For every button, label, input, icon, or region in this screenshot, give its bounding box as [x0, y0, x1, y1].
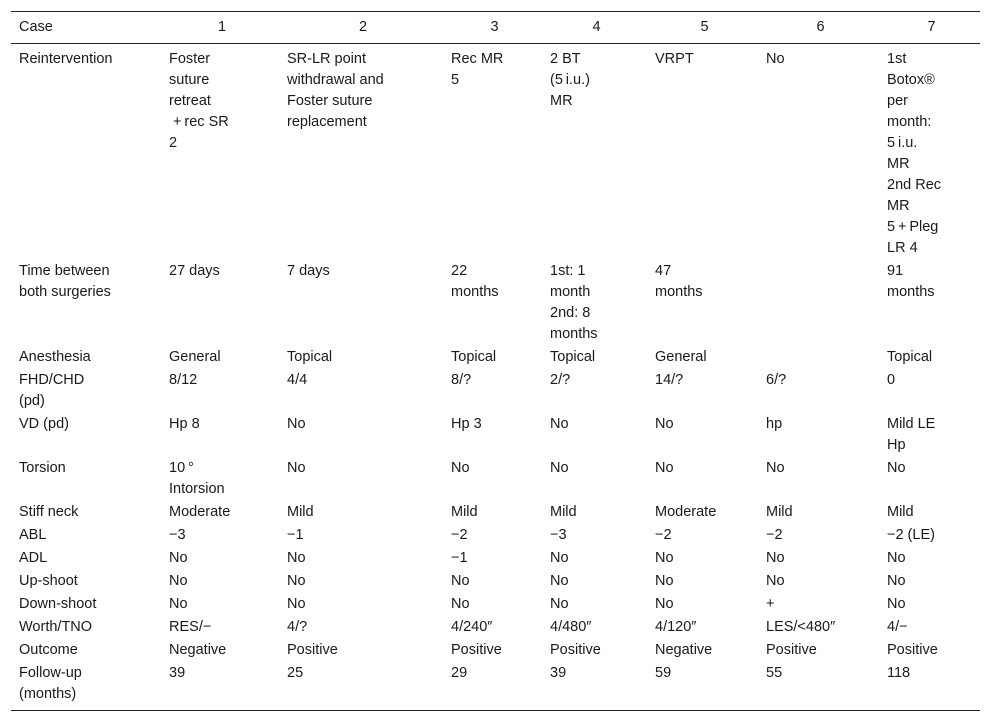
table-cell: [879, 663, 980, 711]
cell-line: 4/240″: [451, 619, 493, 635]
table-cell: [647, 370, 758, 414]
cell-line: MR: [550, 93, 573, 109]
table-cell: [542, 594, 647, 617]
row-label: [11, 663, 161, 711]
cell-line: Topical: [451, 349, 497, 365]
row-label-line: FHD/CHD: [19, 372, 85, 388]
cell-line: hp: [766, 416, 783, 432]
cell-line: SR-LR point: [287, 51, 366, 67]
cell-line: No: [550, 573, 569, 589]
row-label-line: Outcome: [19, 642, 78, 658]
column-header-case: Case: [19, 19, 53, 35]
table-cell: [443, 663, 542, 711]
cell-line: 14/?: [655, 372, 684, 388]
cell-line: No: [451, 573, 470, 589]
row-label: [11, 261, 161, 347]
table-cell: [758, 414, 879, 458]
cell-line: General: [655, 349, 707, 365]
row-label: [11, 571, 161, 594]
cell-line: Moderate: [655, 504, 717, 520]
cell-line: −1: [287, 527, 304, 543]
table-cell: [443, 347, 542, 370]
cell-line: suture: [169, 72, 210, 88]
header-row: [11, 12, 980, 44]
cell-line: −2: [451, 527, 468, 543]
row-label-line: Anesthesia: [19, 349, 91, 365]
cell-line: 5 + Pleg: [887, 219, 939, 235]
table-cell: [879, 594, 980, 617]
cell-line: No: [169, 596, 188, 612]
table-cell: [542, 44, 647, 262]
cell-line: No: [766, 573, 785, 589]
cell-line: Topical: [887, 349, 933, 365]
table-cell: [647, 617, 758, 640]
cell-line: 91: [887, 263, 904, 279]
cell-line: 4/4: [287, 372, 308, 388]
table-cell: [279, 663, 443, 711]
cell-line: 2/?: [550, 372, 571, 388]
cell-line: +: [766, 596, 775, 612]
column-header-case-3: 3: [490, 19, 499, 35]
table-cell: [443, 571, 542, 594]
cell-line: replacement: [287, 114, 367, 130]
cell-line: 4/120″: [655, 619, 697, 635]
table-cell: [443, 617, 542, 640]
cell-line: −1: [451, 550, 468, 566]
cell-line: MR: [887, 198, 910, 214]
cell-line: withdrawal and: [287, 72, 384, 88]
cell-line: month:: [887, 114, 932, 130]
table-cell: [279, 261, 443, 347]
table-cell: [161, 594, 279, 617]
cell-line: VRPT: [655, 51, 694, 67]
table-cell: [542, 548, 647, 571]
cell-line: 6/?: [766, 372, 787, 388]
table-cell: [758, 594, 879, 617]
cell-line: No: [550, 460, 569, 476]
row-label-line: (months): [19, 686, 77, 702]
cell-line: RES/−: [169, 619, 212, 635]
table-cell: [161, 663, 279, 711]
table-cell: [879, 525, 980, 548]
cell-line: No: [550, 550, 569, 566]
table-cell: [758, 502, 879, 525]
table-cell: [443, 414, 542, 458]
cell-line: 27 days: [169, 263, 220, 279]
table-row: [11, 502, 980, 525]
table-cell: [161, 502, 279, 525]
cell-line: months: [550, 326, 598, 342]
table-cell: [758, 261, 879, 347]
table-cell: [161, 370, 279, 414]
row-label: [11, 548, 161, 571]
cell-line: No: [887, 550, 906, 566]
table-cell: [443, 548, 542, 571]
cell-line: No: [169, 573, 188, 589]
cell-line: Negative: [169, 642, 227, 658]
table-cell: [647, 261, 758, 347]
table-cell: [758, 347, 879, 370]
cell-line: No: [550, 596, 569, 612]
table-cell: [279, 548, 443, 571]
table-cell: [647, 640, 758, 663]
table-row: [11, 571, 980, 594]
table-cell: [443, 594, 542, 617]
cell-line: Positive: [287, 642, 338, 658]
cell-line: 5: [451, 72, 460, 88]
row-label-line: Follow-up: [19, 665, 82, 681]
table-cell: [542, 571, 647, 594]
cell-line: Hp: [887, 437, 906, 453]
cell-line: Botox®: [887, 72, 935, 88]
table-row: [11, 663, 980, 711]
cell-line: Foster suture: [287, 93, 373, 109]
table-cell: [758, 663, 879, 711]
table-row: [11, 370, 980, 414]
table-cell: [161, 617, 279, 640]
cell-line: No: [287, 550, 306, 566]
row-label-line: (pd): [19, 393, 45, 409]
table-cell: [879, 571, 980, 594]
cell-line: month: [550, 284, 591, 300]
column-header-case-4: 4: [592, 19, 601, 35]
table-cell: [879, 640, 980, 663]
table-cell: [879, 548, 980, 571]
row-label-line: Torsion: [19, 460, 66, 476]
cell-line: 4/480″: [550, 619, 592, 635]
cell-line: 118: [887, 665, 911, 681]
table-cell: [647, 525, 758, 548]
cell-line: No: [287, 596, 306, 612]
table-cell: [758, 44, 879, 262]
column-header-case-1: 1: [217, 19, 227, 35]
cell-line: 29: [451, 665, 468, 681]
cell-line: Positive: [887, 642, 938, 658]
row-label-line: both surgeries: [19, 284, 111, 300]
table-cell: [161, 458, 279, 502]
cell-line: No: [550, 416, 569, 432]
table-cell: [542, 663, 647, 711]
cell-line: No: [287, 416, 306, 432]
table-cell: [758, 548, 879, 571]
table-cell: [279, 571, 443, 594]
table-cell: [443, 458, 542, 502]
cell-line: LR 4: [887, 240, 918, 256]
row-label-line: Up-shoot: [19, 573, 78, 589]
cell-line: No: [287, 573, 306, 589]
table-header: [11, 12, 980, 44]
cell-line: Mild: [550, 504, 577, 520]
cell-line: No: [887, 573, 906, 589]
table-cell: [542, 458, 647, 502]
table-cell: [279, 414, 443, 458]
cell-line: 22: [451, 263, 468, 279]
row-label-line: Stiff neck: [19, 504, 79, 520]
cell-line: Moderate: [169, 504, 231, 520]
table-cell: [542, 261, 647, 347]
cell-line: 2 BT: [550, 51, 581, 67]
table-cell: [279, 525, 443, 548]
table-cell: [279, 44, 443, 262]
table-cell: [161, 261, 279, 347]
cell-line: No: [169, 550, 188, 566]
table-cell: [443, 44, 542, 262]
cell-line: 25: [287, 665, 304, 681]
row-label: [11, 458, 161, 502]
table-cell: [542, 370, 647, 414]
cell-line: 2nd Rec: [887, 177, 942, 193]
row-label: [11, 594, 161, 617]
table-cell: [647, 548, 758, 571]
table-cell: [647, 347, 758, 370]
cell-line: 4/?: [287, 619, 308, 635]
cell-line: 59: [655, 665, 672, 681]
cell-line: No: [887, 460, 906, 476]
table-row: [11, 261, 980, 347]
cell-line: LES/<480″: [766, 619, 836, 635]
cell-line: (5 i.u.): [550, 72, 590, 88]
table-cell: [279, 617, 443, 640]
row-label-line: Worth/TNO: [19, 619, 93, 635]
cell-line: per: [887, 93, 908, 109]
cell-line: + rec SR: [169, 114, 229, 130]
cell-line: Positive: [451, 642, 502, 658]
table-cell: [443, 640, 542, 663]
cell-line: 47: [655, 263, 672, 279]
cell-line: Positive: [766, 642, 817, 658]
cell-line: Mild LE: [887, 416, 936, 432]
cell-line: 39: [550, 665, 567, 681]
cell-line: No: [766, 460, 785, 476]
cell-line: 0: [887, 372, 896, 388]
cell-line: Mild: [887, 504, 914, 520]
table-cell: [647, 44, 758, 262]
table-cell: [161, 640, 279, 663]
row-label-line: ADL: [19, 550, 48, 566]
cell-line: Mild: [287, 504, 314, 520]
table-row: [11, 617, 980, 640]
table-row: [11, 44, 980, 262]
table-cell: [647, 414, 758, 458]
column-header-case-2: 2: [358, 19, 368, 35]
row-label: [11, 525, 161, 548]
table-row: [11, 594, 980, 617]
table-cell: [279, 370, 443, 414]
cell-line: 2: [169, 135, 178, 151]
cell-line: −2: [655, 527, 672, 543]
cell-line: No: [766, 550, 785, 566]
cell-line: Hp 3: [451, 416, 482, 432]
table-cell: [279, 502, 443, 525]
cell-line: Negative: [655, 642, 713, 658]
table-cell: [542, 502, 647, 525]
cell-line: 8/12: [169, 372, 198, 388]
table-row: [11, 458, 980, 502]
table-cell: [443, 502, 542, 525]
cell-line: Mild: [451, 504, 478, 520]
table-cell: [161, 414, 279, 458]
table-cell: [161, 44, 279, 262]
table-row: [11, 548, 980, 571]
table-cell: [879, 347, 980, 370]
table-cell: [279, 640, 443, 663]
cell-line: Intorsion: [169, 481, 225, 497]
cell-line: −2: [766, 527, 783, 543]
cell-line: Positive: [550, 642, 601, 658]
table-cell: [879, 502, 980, 525]
table-cell: [542, 617, 647, 640]
cell-line: months: [451, 284, 499, 300]
cell-line: months: [655, 284, 703, 300]
row-label-line: Time between: [19, 263, 110, 279]
table-cell: [279, 458, 443, 502]
row-label-line: ABL: [19, 527, 47, 543]
table-cell: [647, 571, 758, 594]
table-cell: [542, 525, 647, 548]
table-cell: [161, 347, 279, 370]
cell-line: No: [655, 596, 674, 612]
row-label: [11, 414, 161, 458]
cell-line: Mild: [766, 504, 793, 520]
cell-line: retreat: [169, 93, 211, 109]
table-cell: [161, 571, 279, 594]
table-cell: [879, 617, 980, 640]
cell-line: 55: [766, 665, 783, 681]
table-cell: [879, 261, 980, 347]
table-cell: [279, 594, 443, 617]
cell-line: −3: [169, 527, 186, 543]
table-cell: [758, 617, 879, 640]
cell-line: Hp 8: [169, 416, 200, 432]
table-cell: [161, 548, 279, 571]
table-cell: [279, 347, 443, 370]
row-label: [11, 502, 161, 525]
cell-line: −3: [550, 527, 567, 543]
cell-line: Topical: [287, 349, 333, 365]
table-row: [11, 414, 980, 458]
cell-line: −2 (LE): [887, 527, 935, 543]
cell-line: 1st: 1: [550, 263, 586, 279]
table-cell: [879, 414, 980, 458]
cell-line: 2nd: 8: [550, 305, 591, 321]
row-label: [11, 370, 161, 414]
row-label-line: VD (pd): [19, 416, 69, 432]
cell-line: General: [169, 349, 221, 365]
column-header-case-5: 5: [700, 19, 709, 35]
table-cell: [542, 640, 647, 663]
column-header-case-7: 7: [927, 19, 936, 35]
table-cell: [758, 640, 879, 663]
table-row: [11, 347, 980, 370]
cell-line: Topical: [550, 349, 596, 365]
cell-line: 39: [169, 665, 186, 681]
table-cell: [758, 458, 879, 502]
row-label: [11, 640, 161, 663]
table-cell: [443, 370, 542, 414]
cell-line: 5 i.u.: [887, 135, 918, 151]
cell-line: No: [287, 460, 306, 476]
table-row: [11, 525, 980, 548]
table-cell: [758, 525, 879, 548]
row-label-line: Reintervention: [19, 51, 113, 67]
cell-line: No: [655, 460, 674, 476]
cell-line: 4/−: [887, 619, 908, 635]
cell-line: months: [887, 284, 935, 300]
row-label-line: Down-shoot: [19, 596, 97, 612]
table-cell: [758, 370, 879, 414]
table-cell: [879, 458, 980, 502]
cell-line: No: [887, 596, 906, 612]
column-header-case-6: 6: [816, 19, 825, 35]
cell-line: Rec MR: [451, 51, 504, 67]
case-table: [11, 11, 980, 711]
table-row: [11, 640, 980, 663]
table-cell: [647, 458, 758, 502]
row-label: [11, 617, 161, 640]
cell-line: 8/?: [451, 372, 472, 388]
cell-line: Foster: [169, 51, 211, 67]
table-cell: [647, 594, 758, 617]
cell-line: No: [451, 596, 470, 612]
table-cell: [647, 663, 758, 711]
table-cell: [758, 571, 879, 594]
table-cell: [647, 502, 758, 525]
table-cell: [161, 525, 279, 548]
table-cell: [879, 44, 980, 262]
table-cell: [443, 261, 542, 347]
table-cell: [542, 347, 647, 370]
cell-line: 1st: [887, 51, 907, 67]
cell-line: No: [655, 550, 674, 566]
table-cell: [443, 525, 542, 548]
cell-line: MR: [887, 156, 910, 172]
cell-line: No: [655, 416, 674, 432]
row-label: [11, 44, 161, 262]
cell-line: 7 days: [287, 263, 330, 279]
cell-line: No: [766, 51, 785, 67]
table-cell: [879, 370, 980, 414]
row-label: [11, 347, 161, 370]
cell-line: No: [655, 573, 674, 589]
cell-line: No: [451, 460, 470, 476]
table-cell: [542, 414, 647, 458]
table-body: [11, 44, 980, 711]
cell-line: 10 °: [169, 460, 194, 476]
